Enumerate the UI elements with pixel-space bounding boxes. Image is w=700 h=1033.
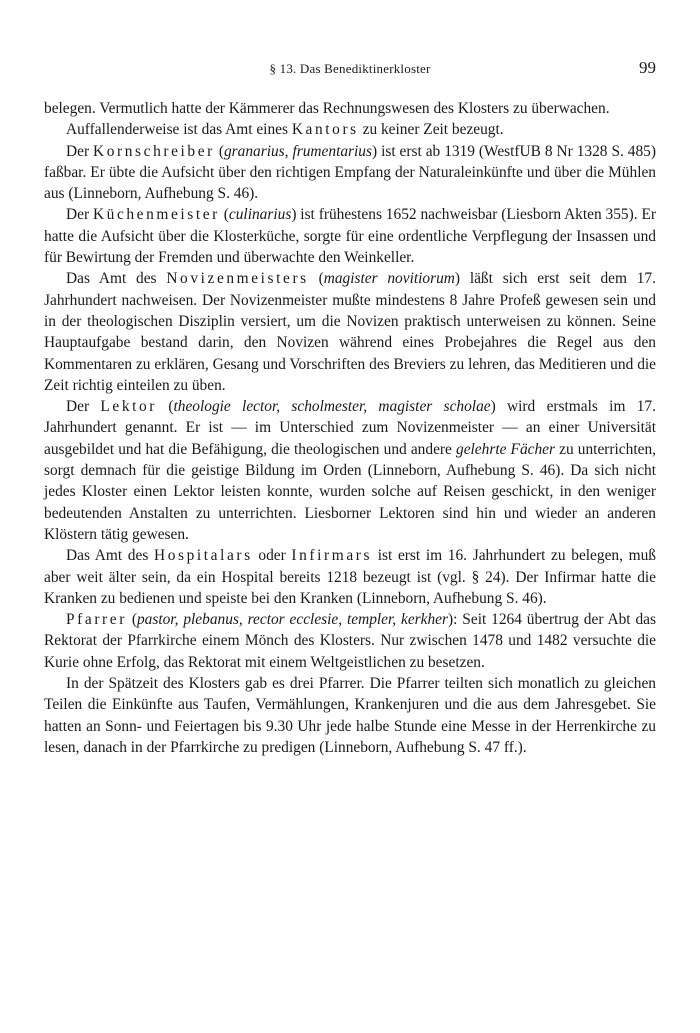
- text-run: (: [308, 270, 324, 288]
- italic-term: pastor, plebanus, rector ecclesie, templer, kerkher: [136, 611, 449, 629]
- text-run: Der: [66, 142, 94, 160]
- text-run: (: [214, 142, 224, 160]
- section-title: § 13. Das Benediktinerkloster: [269, 61, 431, 76]
- paragraph: [44, 141, 656, 205]
- body-text: [44, 98, 656, 758]
- text-run: Das Amt des: [66, 270, 167, 288]
- text-run: oder: [252, 547, 292, 565]
- paragraph: [44, 204, 656, 268]
- paragraph: [44, 545, 656, 609]
- text-run: ) ist frühestens 1652 nachweisbar (Liesborn Akten 355). Er hatte die Aufsicht über die Klosterküche, sorgte für eine ordentliche Verpflegung der Insassen und für Bewirtung der Fremden und überwachte den Weinkeller.: [44, 206, 656, 267]
- paragraph: [44, 119, 656, 140]
- text-run: Der: [66, 398, 101, 416]
- paragraph: [44, 609, 656, 673]
- text-run: Der: [66, 206, 93, 224]
- italic-term: gelehrte Fächer: [456, 440, 555, 458]
- italic-term: culinarius: [228, 206, 292, 224]
- italic-term: theologie lector, scholmester, magister scholae: [173, 398, 491, 416]
- spaced-term: Infirmars: [291, 547, 373, 565]
- spaced-term: Kornschreiber: [93, 142, 215, 160]
- spaced-term: Küchenmeister: [92, 206, 220, 224]
- text-run: ist erst im 16. Jahrhundert zu belegen, muß aber weit älter sein, da ein Hospital bereits 1218 bezeugt ist (vgl. § 24). Der Infirmar hatte die Kranken zu bedienen und speiste bei den Kranken (Linneborn, Aufhebung S. 46).: [44, 547, 656, 607]
- italic-term: magister novitiorum: [323, 270, 455, 288]
- paragraph: [44, 396, 656, 545]
- italic-term: granarius, frumentarius: [223, 142, 372, 160]
- spaced-term: Hospitalars: [154, 547, 253, 565]
- spaced-term: Pfarrer: [66, 611, 127, 629]
- spaced-term: Novizenmeisters: [166, 270, 309, 288]
- text-run: (: [219, 206, 229, 224]
- paragraph: [44, 673, 656, 758]
- text-run: Das Amt des: [66, 547, 154, 565]
- text-run: ): Seit 1264 übertrug der Abt das Rektorat der Pfarrkirche einem Mönch des Klosters. Nur zwischen 1478 und 1482 versuchte die Kurie ohne Erfolg, das Rektorat mit einem Weltgeistlichen zu besetzen.: [44, 611, 656, 671]
- text-run: ) ist erst ab 1319 (WestfUB 8 Nr 1328 S. 485) faßbar. Er übte die Aufsicht über den richtigen Empfang der Naturaleinkünfte und über die Mühlen aus (Linneborn, Aufhebung S. 46).: [44, 142, 657, 203]
- page-number: 99: [639, 58, 656, 77]
- text-run: ) läßt sich erst seit dem 17. Jahrhundert nachweisen. Der Novizenmeister mußte mindestens 8 Jahre Profeß gewesen sein und in der theologischen Disziplin versiert, um die Novizen praktisch unterweisen zu können. Seine Hauptaufgabe bestand darin, den Novizen während eines Probejahres die Regel aus den Kommentaren zu erklären, Gesang und Vorschriften des Breviers zu lehren, das Meditieren und die Zeit richtig einteilen zu üben.: [44, 270, 656, 394]
- paragraph: [44, 98, 656, 119]
- text-run: In der Spätzeit des Klosters gab es drei Pfarrer. Die Pfarrer teilten sich monatlich zu gleichen Teilen die Einkünfte aus Taufen, Vermählungen, Krankenjuren und die aus dem Jahresgebet. Sie hatten an Sonn- und Feiertagen bis 9.30 Uhr jede halbe Stunde eine Messe in der Herrenkirche zu lesen, danach in der Pfarrkirche zu predigen (Linneborn, Aufhebung S. 47 ff.).: [44, 675, 656, 756]
- text-run: (: [126, 611, 137, 629]
- text-run: belegen. Vermutlich hatte der Kämmerer das Rechnungswesen des Klosters zu überwachen.: [44, 100, 610, 117]
- running-head: [44, 58, 656, 83]
- spaced-term: Lektor: [100, 398, 158, 416]
- spaced-term: Kantors: [291, 121, 359, 139]
- text-run: zu keiner Zeit bezeugt.: [358, 121, 504, 139]
- text-run: (: [157, 398, 174, 416]
- text-run: ) wird erstmals im 17. Jahrhundert genannt. Er ist — im Unterschied zum Novizenmeister — an einer Universität ausgebildet und hat die Befähigung, die theologischen und andere: [44, 398, 656, 458]
- paragraph: [44, 268, 656, 396]
- text-run: zu unterrichten, sorgt demnach für die geistige Bildung im Orden (Linneborn, Aufhebung S. 46). Da sich nicht jedes Kloster einen Lektor leisten konnte, wurden solche auf Reisen geschickt, in den weniger bedeutenden Anstalten zu unterrichten. Liesborner Lektoren sind hin und wieder an anderen Klöstern tätig gewesen.: [44, 440, 656, 543]
- text-run: Auffallenderweise ist das Amt eines: [66, 121, 292, 139]
